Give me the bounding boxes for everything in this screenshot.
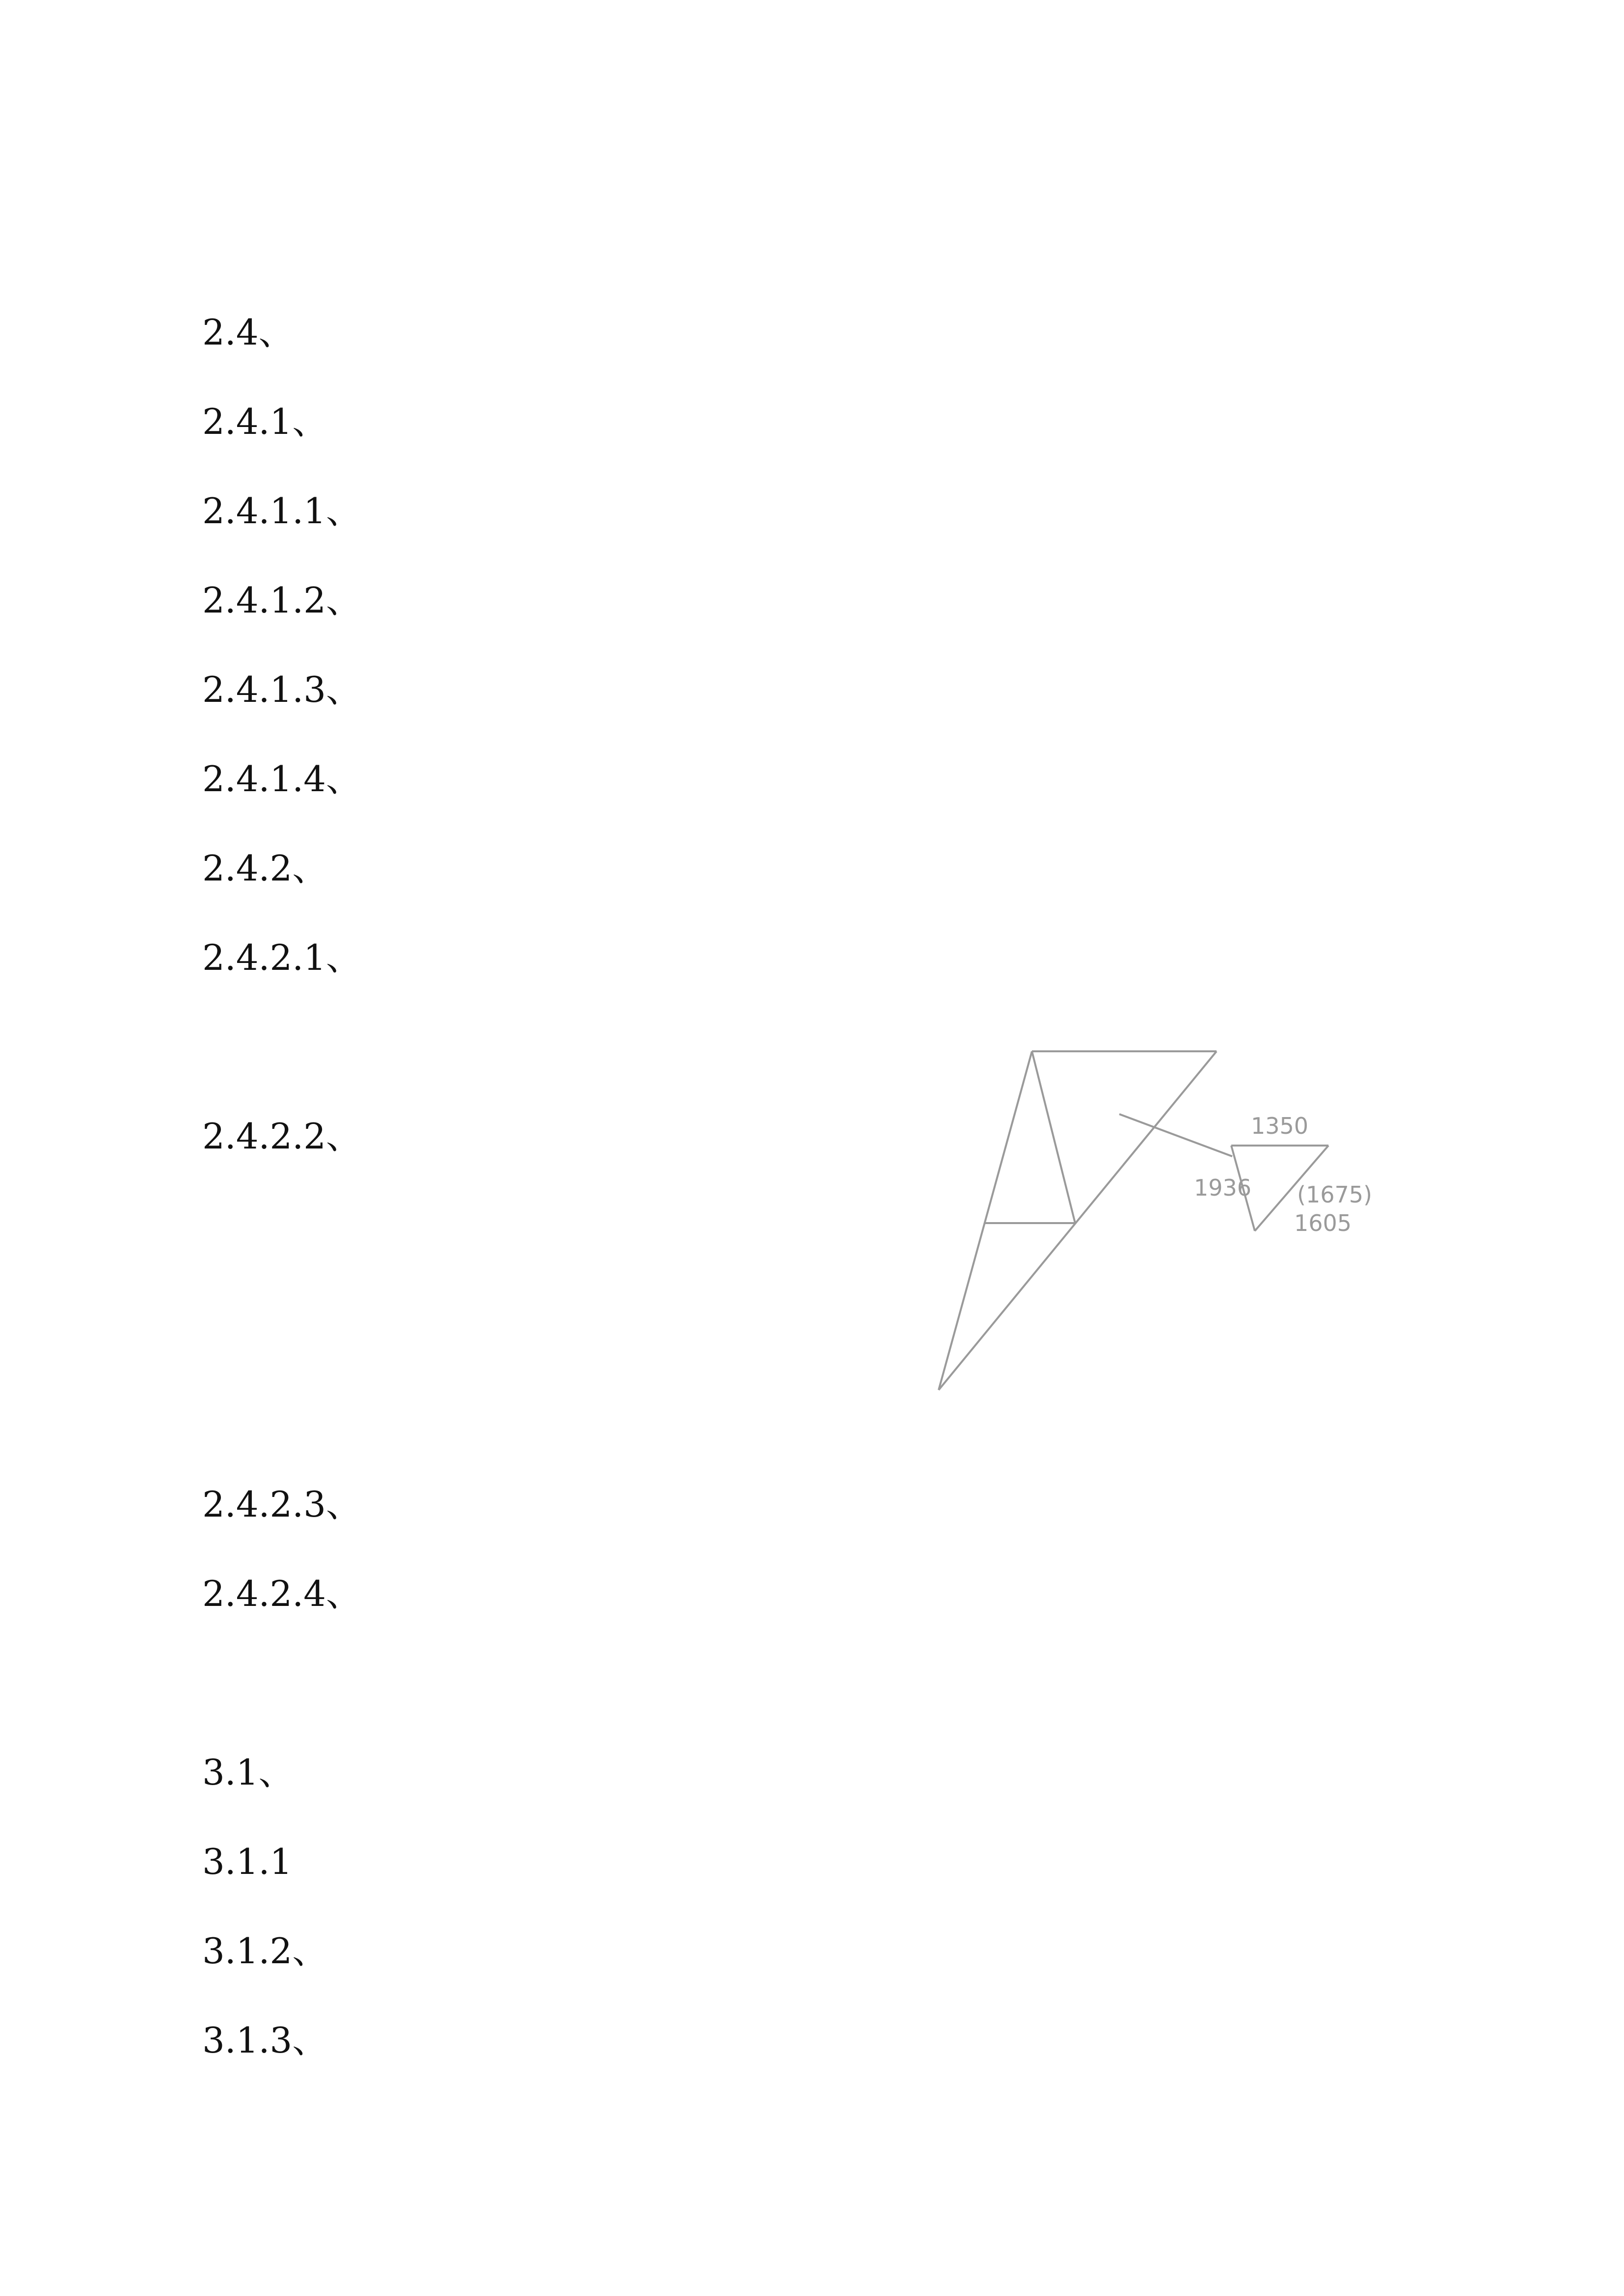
section-2-4-1-line: 2.4.1、 (202, 401, 328, 442)
section-3-1-line: 3.1、 (202, 1752, 294, 1793)
figure-left-edge (939, 1051, 1032, 1390)
figure-label-bottom: 1605 (1294, 1210, 1352, 1236)
figure-label-top: 1350 (1251, 1113, 1309, 1139)
section-2-4-2-1-line: 2.4.2.1、 (202, 937, 361, 978)
figure-label-left: 1936 (1194, 1175, 1252, 1201)
figure-long-diagonal (939, 1051, 1217, 1390)
section-2-4-2-4-line: 2.4.2.4、 (202, 1573, 361, 1614)
section-2-4-heading: 2.4、 (202, 312, 294, 353)
section-2-4-1-3-line: 2.4.1.3、 (202, 669, 361, 710)
section-2-4-2-2-line: 2.4.2.2、 (202, 1116, 361, 1157)
section-3-1-1-line: 3.1.1 (202, 1841, 293, 1882)
section-2-4-2-3-line: 2.4.2.3、 (202, 1484, 361, 1525)
figure-label-right-paren: (1675) (1297, 1181, 1372, 1208)
section-2-4-1-4-line: 2.4.1.4、 (202, 758, 361, 800)
section-2-4-1-2-line: 2.4.1.2、 (202, 580, 361, 621)
section-2-4-2-line: 2.4.2、 (202, 848, 328, 889)
figure-inner-edge (1032, 1051, 1075, 1223)
dimension-modification-figure (923, 1041, 1404, 1414)
section-3-1-3-line: 3.1.3、 (202, 2020, 328, 2061)
section-2-4-1-1-line: 2.4.1.1、 (202, 490, 361, 532)
section-3-1-2-line: 3.1.2、 (202, 1930, 328, 1972)
